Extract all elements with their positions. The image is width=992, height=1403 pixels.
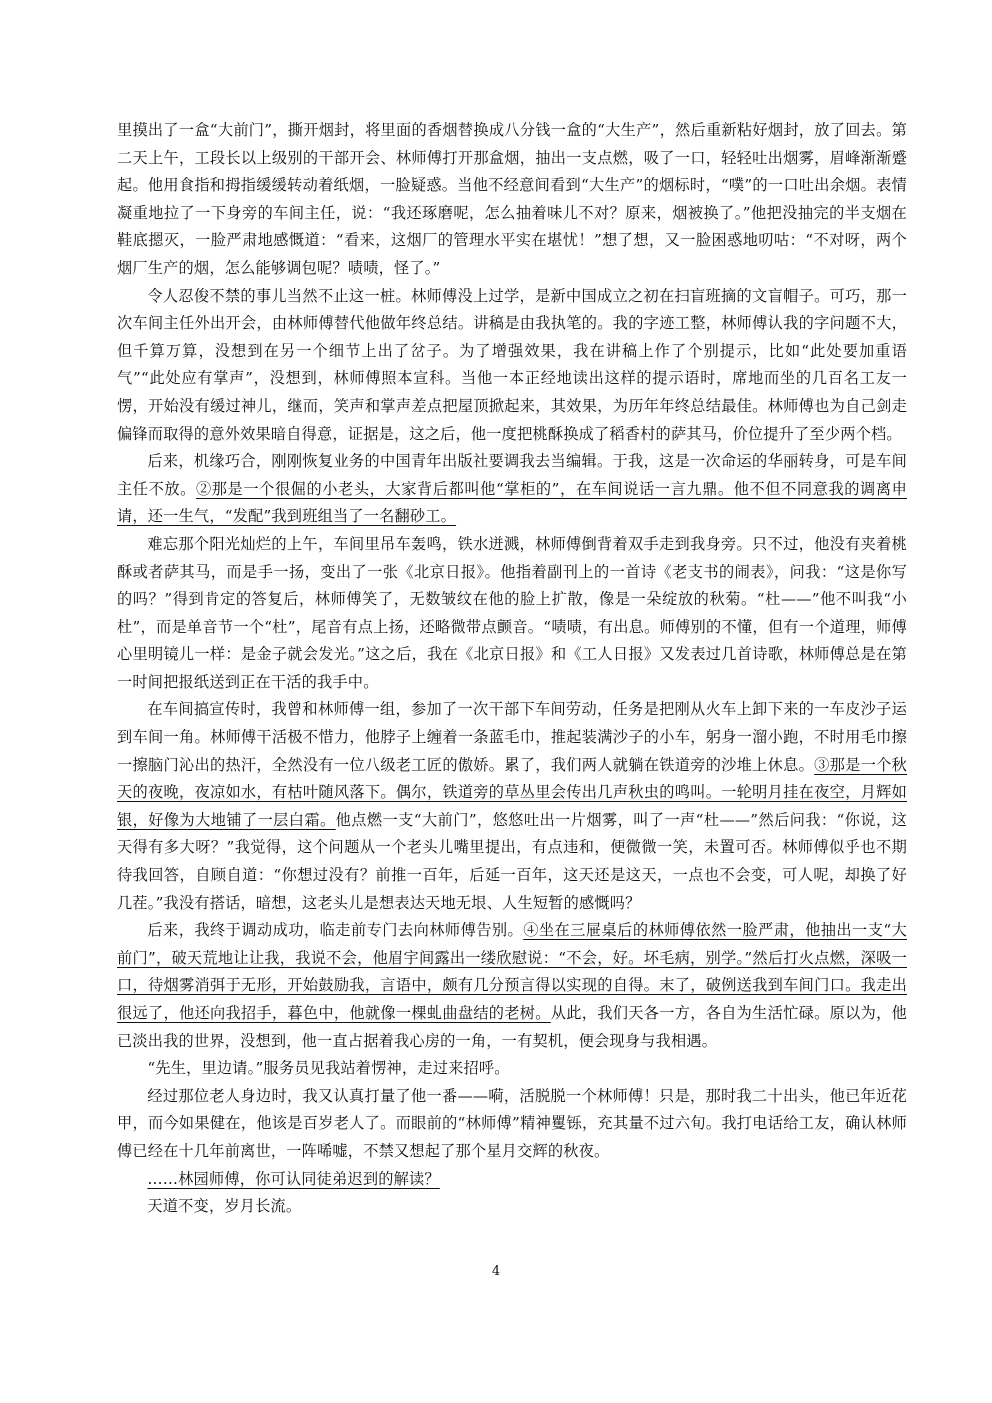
text-segment: 天道不变，岁月长流。 <box>147 1197 302 1216</box>
text-segment: 他点燃一支“大前门”，悠悠吐出一片烟雾，叫了一声“杜——”然后问我：“你说，这天得有多大呀？”我觉得，这个问题从一个老头儿嘴里提出，有点违和，便微微一笑，未置可否。林师傅似乎也不期待我回答，自顾自道：“你想过没有？前推一百年，后延一百年，这天还是这天，一点也不会变，可人呢，却换了好几茬。”我没有搭话，暗想，这老头儿是想表达天地无垠、人生短暂的感慨吗？ <box>117 810 907 912</box>
text-segment: 难忘那个阳光灿烂的上午，车间里吊车轰鸣，铁水迸溅，林师傅倒背着双手走到我身旁。只不过，他没有夹着桃酥或者萨其马，而是手一扬，变出了一张《北京日报》。他指着副刊上的一首诗《老支书的闹表》，问我：“这是你写的吗？”得到肯定的答复后，林师傅笑了，无数皱纹在他的脸上扩散，像是一朵绽放的秋菊。“杜——”他不叫我“小杜”，而是单音节一个“杜”，尾音有点上扬，还略微带点颤音。“啧啧，有出息。师傅别的不懂，但有一个道理，师傅心里明镜儿一样：是金子就会发光。”这之后，我在《北京日报》和《工人日报》又发表过几首诗歌，林师傅总是在第一时间把报纸送到正在干活的我手中。 <box>117 534 907 691</box>
text-segment: 从此，我们天各一方，各自为生活忙碌。原以为，他已淡出我的世界，没想到，他一直占据着我心房的一角，一有契机，便会现身与我相遇。 <box>117 1004 907 1050</box>
paragraph <box>117 1166 907 1194</box>
text-segment: 里摸出了一盒“大前门”，撕开烟封，将里面的香烟替换成八分钱一盒的“大生产”，然后重新粘好烟封，放了回去。第二天上午，工段长以上级别的干部开会、林师傅打开那盒烟，抽出一支点燃，吸了一口，轻轻吐出烟雾，眉峰渐渐蹙起。他用食指和拇指缓缓转动着纸烟，一脸疑惑。当他不经意间看到“大生产”的烟标时，“噗”的一口吐出余烟。表情凝重地拉了一下身旁的车间主任，说：“我还琢磨呢，怎么抽着味儿不对？原来，烟被换了。”他把没抽完的半支烟在鞋底摁灭，一脸严肃地感慨道：“看来，这烟厂的管理水平实在堪忧！”想了想，又一脸困惑地叨咕：“不对呀，两个烟厂生产的烟，怎么能够调包呢？啧啧，怪了。” <box>117 121 907 277</box>
paragraph <box>117 696 907 917</box>
paragraph <box>117 531 907 697</box>
paragraph <box>117 1083 907 1166</box>
underlined-sentence: ④坐在三屉桌后的林师傅依然一脸严肃，他抽出一支“大前门”，破天荒地让让我，我说不会，他眉宇间露出一缕欣慰说：“不会，好。坏毛病，别学。”然后打火点燃，深吸一口，待烟雾消弭于无形，开始鼓励我，言语中，颇有几分预言得以实现的自得。末了，破例送我到车间门口。我走出很远了，他还向我招手，暮色中，他就像一棵虬曲盘结的老树。 <box>117 921 907 1022</box>
paragraph <box>117 1193 907 1221</box>
paragraph <box>117 283 907 449</box>
text-segment: 后来，我终于调动成功，临走前专门去向林师傅告别。 <box>147 921 524 940</box>
paragraph <box>117 448 907 531</box>
text-segment: 经过那位老人身边时，我又认真打量了他一番——嗬，活脱脱一个林师傅！只是，那时我二十出头，他已年近花甲，而今如果健在，他该是百岁老人了。而眼前的“林师傅”精神矍铄，充其量不过六旬。我打电话给工友，确认林师傅已经在十几年前离世，一阵唏嘘，不禁又想起了那个星月交辉的秋夜。 <box>117 1086 907 1160</box>
underlined-sentence: ③那是一个秋天的夜晚，夜凉如水，有枯叶随风落下。偶尔，铁道旁的草丛里会传出几声秋虫的鸣叫。一轮明月挂在夜空，月辉如银，好像为大地铺了一层白霜。 <box>117 755 908 829</box>
text-segment: 后来，机缘巧合，刚刚恢复业务的中国青年出版社要调我去当编辑。于我，这是一次命运的华丽转身，可是车间主任不放。 <box>117 452 907 498</box>
text-segment: “先生，里边请。”服务员见我站着愣神，走过来招呼。 <box>147 1059 510 1078</box>
document-body <box>117 117 907 1221</box>
underlined-sentence: ……林园师傅，你可认同徒弟迟到的解读？ <box>147 1169 440 1188</box>
text-segment: 令人忍俊不禁的事儿当然不止这一桩。林师傅没上过学，是新中国成立之初在扫盲班摘的文盲帽子。可巧，那一次车间主任外出开会，由林师傅替代他做年终总结。讲稿是由我执笔的。我的字迹工整，林师傅认我的字问题不大，但千算万算，没想到在另一个细节上出了岔子。为了增强效果，我在讲稿上作了个别提示，比如“此处要加重语气”“此处应有掌声”，没想到，林师傅照本宣科。当他一本正经地读出这样的提示语时，席地而坐的几百名工友一愣，开始没有缓过神儿，继而，笑声和掌声差点把屋顶掀起来，其效果，为历年年终总结最佳。林师傅也为自己剑走偏锋而取得的意外效果暗自得意，证据是，这之后，他一度把桃酥换成了稻香村的萨其马，价位提升了至少两个档。 <box>117 286 907 443</box>
page-number: 4 <box>491 1264 501 1279</box>
paragraph <box>117 1055 907 1083</box>
paragraph <box>117 117 907 283</box>
paragraph <box>117 917 907 1055</box>
underlined-sentence: ②那是一个很倔的小老头，大家背后都叫他“掌柜的”，在车间说话一言九鼎。他不但不同意我的调离申请，还一生气，“发配”我到班组当了一名翻砂工。 <box>117 479 908 526</box>
text-segment: 在车间搞宣传时，我曾和林师傅一组，参加了一次干部下车间劳动，任务是把刚从火车上卸下来的一车皮沙子运到车间一角。林师傅干活极不惜力，他脖子上缠着一条蓝毛巾，推起装满沙子的小车，躬身一溜小跑，不时用毛巾擦一擦脑门沁出的热汗，全然没有一位八级老工匠的傲娇。累了，我们两人就躺在铁道旁的沙堆上休息。 <box>117 700 907 774</box>
